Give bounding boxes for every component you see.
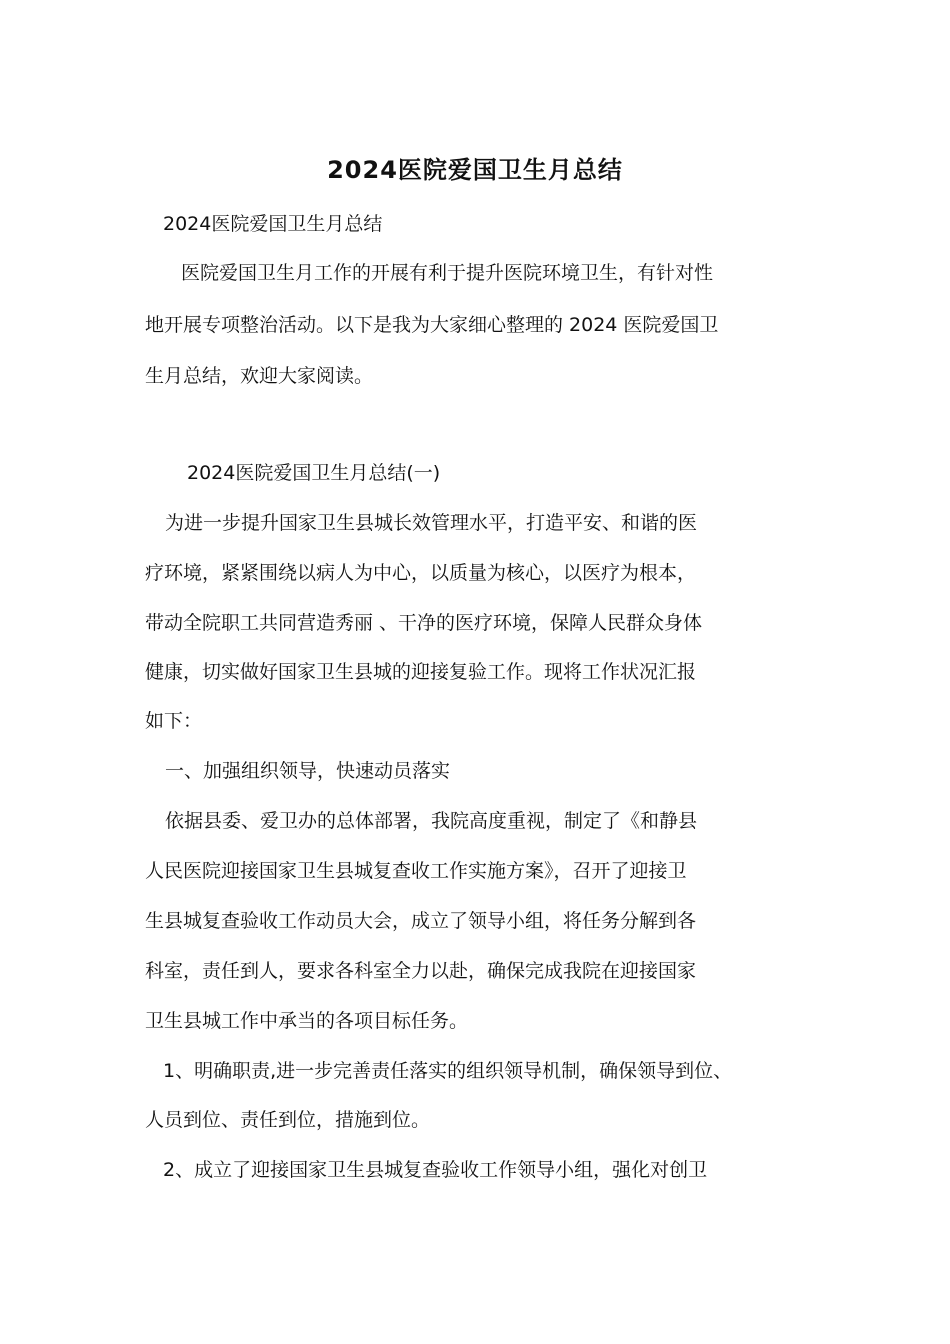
body-line-4: 健康，切实做好国家卫生县城的迎接复验工作。现将工作状况汇报 bbox=[145, 661, 697, 683]
list-item-1-line-1: 1、明确职责,进一步完善责任落实的组织领导机制，确保领导到位、 bbox=[163, 1060, 733, 1082]
intro-line-1: 医院爱国卫生月工作的开展有利于提升医院环境卫生，有针对性 bbox=[181, 262, 714, 284]
body-line-8: 生县城复查验收工作动员大会，成立了领导小组，将任务分解到各 bbox=[145, 910, 697, 932]
body-line-10: 卫生县城工作中承当的各项目标任务。 bbox=[145, 1010, 469, 1032]
list-item-1-line-2: 人员到位、责任到位，措施到位。 bbox=[145, 1109, 431, 1131]
intro-line-3: 生月总结，欢迎大家阅读。 bbox=[145, 365, 374, 387]
section-heading-1: 2024医院爱国卫生月总结(一) bbox=[187, 462, 441, 484]
body-line-1: 为进一步提升国家卫生县城长效管理水平，打造平安、和谐的医 bbox=[165, 512, 698, 534]
body-line-5: 如下： bbox=[145, 710, 203, 732]
list-item-2-line-1: 2、成立了迎接国家卫生县城复查验收工作领导小组，强化对创卫 bbox=[163, 1159, 708, 1181]
body-line-7: 人民医院迎接国家卫生县城复查收工作实施方案》，召开了迎接卫 bbox=[145, 860, 687, 882]
body-line-2: 疗环境，紧紧围绕以病人为中心，以质量为核心，以医疗为根本， bbox=[145, 562, 697, 584]
body-line-9: 科室，责任到人，要求各科室全力以赴，确保完成我院在迎接国家 bbox=[145, 960, 697, 982]
body-line-6: 依据县委、爱卫办的总体部署，我院高度重视，制定了《和静县 bbox=[165, 810, 698, 832]
body-line-3: 带动全院职工共同营造秀丽 、干净的医疗环境，保障人民群众身体 bbox=[145, 612, 703, 634]
document-title: 2024医院爱国卫生月总结 bbox=[327, 156, 623, 184]
intro-line-2: 地开展专项整治活动。以下是我为大家细心整理的 2024 医院爱国卫 bbox=[145, 314, 719, 336]
subheading-1: 一、加强组织领导，快速动员落实 bbox=[165, 760, 451, 782]
subtitle-line: 2024医院爱国卫生月总结 bbox=[163, 213, 383, 235]
